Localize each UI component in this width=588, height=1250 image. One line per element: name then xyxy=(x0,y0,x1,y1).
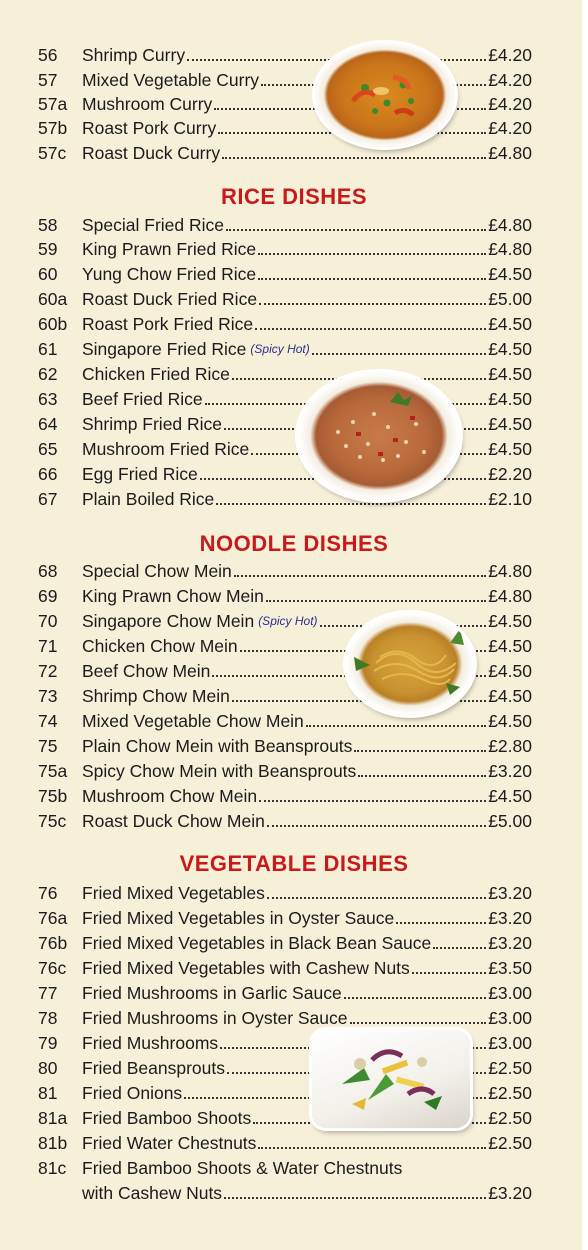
item-price: £2.80 xyxy=(488,736,532,756)
menu-item xyxy=(38,385,532,410)
item-price: £4.80 xyxy=(488,561,532,581)
curry-dish-illustration xyxy=(315,43,455,147)
item-number: 77 xyxy=(38,983,58,1003)
item-name: Mixed Vegetable Chow Mein xyxy=(82,711,304,731)
item-number: 80 xyxy=(38,1058,58,1078)
item-number: 59 xyxy=(38,239,58,259)
item-price: £5.00 xyxy=(488,289,532,309)
item-number: 65 xyxy=(38,439,58,459)
dot-leader xyxy=(259,303,486,305)
menu-item xyxy=(38,90,532,115)
menu-item xyxy=(38,310,532,335)
item-number: 61 xyxy=(38,339,58,359)
item-name: Chicken Fried Rice xyxy=(82,364,230,384)
menu-item xyxy=(38,1129,532,1154)
item-name: Chicken Chow Mein xyxy=(82,636,238,656)
item-name: Roast Duck Chow Mein xyxy=(82,811,265,831)
item-name: Mushroom Fried Rice xyxy=(82,439,250,459)
item-price: £4.50 xyxy=(488,414,532,434)
menu-item xyxy=(38,557,532,582)
item-number: 75c xyxy=(38,811,67,831)
item-price: £4.20 xyxy=(488,45,532,65)
item-price: £4.50 xyxy=(488,686,532,706)
dot-leader xyxy=(396,922,486,924)
menu-item xyxy=(38,485,532,510)
item-number: 75 xyxy=(38,736,58,756)
menu-item xyxy=(38,979,532,1004)
dot-leader xyxy=(344,997,487,999)
menu-item xyxy=(38,211,532,236)
item-number: 69 xyxy=(38,586,58,606)
section-heading-rice: RICE DISHES xyxy=(220,184,368,209)
dot-leader xyxy=(258,278,486,280)
dot-leader xyxy=(358,775,486,777)
item-name: Shrimp Chow Mein xyxy=(82,686,230,706)
item-price: £4.20 xyxy=(488,118,532,138)
menu-item xyxy=(38,66,532,91)
item-price: £4.80 xyxy=(488,239,532,259)
dot-leader xyxy=(234,575,486,577)
item-price: £3.20 xyxy=(488,761,532,781)
item-price: £3.20 xyxy=(488,883,532,903)
item-price: £4.20 xyxy=(488,70,532,90)
item-number: 70 xyxy=(38,611,58,631)
fried-rice-dish-photo xyxy=(298,372,460,500)
curry-dish-photo xyxy=(315,43,455,147)
item-price: £4.50 xyxy=(488,611,532,631)
dot-leader xyxy=(259,800,486,802)
item-name: Beef Fried Rice xyxy=(82,389,203,409)
item-name: Fried Beansprouts xyxy=(82,1058,225,1078)
menu-item xyxy=(38,757,532,782)
item-name: Roast Duck Fried Rice xyxy=(82,289,258,309)
item-price: £4.80 xyxy=(488,143,532,163)
item-price: £3.00 xyxy=(488,1008,532,1028)
menu-item xyxy=(38,1154,532,1179)
menu-item xyxy=(38,1004,532,1029)
menu-item xyxy=(38,807,532,832)
dot-leader xyxy=(266,600,486,602)
item-number: 73 xyxy=(38,686,58,706)
item-number: 62 xyxy=(38,364,58,384)
item-number: 64 xyxy=(38,414,58,434)
item-number: 58 xyxy=(38,215,58,235)
item-name: Fried Mixed Vegetables xyxy=(82,883,265,903)
page-edge xyxy=(582,0,588,1250)
item-number: 57c xyxy=(38,143,67,163)
menu-item xyxy=(38,139,532,164)
item-name: Singapore Fried Rice xyxy=(82,339,247,359)
item-name: King Prawn Chow Mein xyxy=(82,586,264,606)
item-price: £4.50 xyxy=(488,314,532,334)
dot-leader xyxy=(224,1197,486,1199)
item-name: Mushroom Curry xyxy=(82,94,213,114)
item-name-continued: with Cashew Nuts xyxy=(82,1183,223,1203)
item-number: 56 xyxy=(38,45,58,65)
item-name: Beef Chow Mein xyxy=(82,661,211,681)
item-name: Singapore Chow Mein xyxy=(82,611,255,631)
item-name: Fried Mixed Vegetables in Black Bean Sauce xyxy=(82,933,432,953)
item-name: Fried Bamboo Shoots xyxy=(82,1108,252,1128)
item-price: £2.50 xyxy=(488,1083,532,1103)
item-name: Plain Chow Mein with Beansprouts xyxy=(82,736,353,756)
item-number: 76b xyxy=(38,933,68,953)
dot-leader xyxy=(350,1022,487,1024)
item-price: £4.50 xyxy=(488,389,532,409)
item-number: 66 xyxy=(38,464,58,484)
dot-leader xyxy=(222,157,486,159)
item-name: Roast Pork Fried Rice xyxy=(82,314,254,334)
section-heading-noodle: NOODLE DISHES xyxy=(199,531,389,556)
item-number: 63 xyxy=(38,389,58,409)
item-name: Fried Mushrooms in Garlic Sauce xyxy=(82,983,342,1003)
item-price: £3.20 xyxy=(488,908,532,928)
item-number: 81c xyxy=(38,1158,67,1178)
item-name: Spicy Chow Mein with Beansprouts xyxy=(82,761,357,781)
item-number: 57a xyxy=(38,94,68,114)
item-price: £3.00 xyxy=(488,983,532,1003)
item-number: 72 xyxy=(38,661,58,681)
item-price: £4.50 xyxy=(488,439,532,459)
dot-leader xyxy=(267,897,486,899)
item-price: £4.80 xyxy=(488,215,532,235)
item-price: £3.00 xyxy=(488,1033,532,1053)
menu-item xyxy=(38,285,532,310)
spicy-label: (Spicy Hot) xyxy=(258,614,318,628)
item-price: £2.10 xyxy=(488,489,532,509)
chow-mein-illustration xyxy=(346,613,474,715)
menu-item xyxy=(38,929,532,954)
item-number: 79 xyxy=(38,1033,58,1053)
item-number: 81a xyxy=(38,1108,68,1128)
item-price: £4.50 xyxy=(488,339,532,359)
item-price: £3.50 xyxy=(488,958,532,978)
item-number: 81 xyxy=(38,1083,58,1103)
dot-leader xyxy=(258,253,486,255)
menu-item xyxy=(38,782,532,807)
item-name: Egg Fried Rice xyxy=(82,464,198,484)
item-name: Fried Onions xyxy=(82,1083,183,1103)
vegetable-dish-photo xyxy=(312,1030,470,1128)
item-number: 76c xyxy=(38,958,67,978)
item-name: Yung Chow Fried Rice xyxy=(82,264,257,284)
dot-leader xyxy=(312,353,486,355)
item-number: 71 xyxy=(38,636,58,656)
item-number: 75b xyxy=(38,786,68,806)
item-number: 57b xyxy=(38,118,68,138)
dot-leader xyxy=(226,229,486,231)
menu-item-continuation xyxy=(82,1179,532,1204)
item-price: £3.20 xyxy=(488,1183,532,1203)
menu-item xyxy=(38,260,532,285)
item-price: £3.20 xyxy=(488,933,532,953)
item-name: Mixed Vegetable Curry xyxy=(82,70,260,90)
item-name: Fried Mixed Vegetables with Cashew Nuts xyxy=(82,958,410,978)
menu-item xyxy=(38,335,532,360)
item-price: £4.50 xyxy=(488,636,532,656)
item-price: £4.50 xyxy=(488,786,532,806)
item-price: £4.20 xyxy=(488,94,532,114)
item-number: 76 xyxy=(38,883,58,903)
dot-leader xyxy=(306,725,486,727)
menu-item xyxy=(38,460,532,485)
item-number: 60 xyxy=(38,264,58,284)
item-price: £4.50 xyxy=(488,264,532,284)
dot-leader xyxy=(258,1147,486,1149)
section-heading-vegetable: VEGETABLE DISHES xyxy=(179,851,409,876)
item-number: 78 xyxy=(38,1008,58,1028)
item-number: 76a xyxy=(38,908,68,928)
dot-leader xyxy=(354,750,486,752)
item-price: £2.50 xyxy=(488,1133,532,1153)
item-name: Mushroom Chow Mein xyxy=(82,786,258,806)
menu-item xyxy=(38,904,532,929)
chow-mein-dish-photo xyxy=(346,613,474,715)
menu-item xyxy=(38,707,532,732)
item-price: £2.50 xyxy=(488,1058,532,1078)
item-price: £4.50 xyxy=(488,661,532,681)
item-name: Fried Mixed Vegetables in Oyster Sauce xyxy=(82,908,395,928)
spicy-label: (Spicy Hot) xyxy=(250,342,310,356)
menu-item xyxy=(38,41,532,66)
dot-leader xyxy=(255,328,486,330)
item-name: Shrimp Fried Rice xyxy=(82,414,223,434)
dot-leader xyxy=(267,825,486,827)
item-name: Fried Bamboo Shoots & Water Chestnuts xyxy=(82,1158,403,1178)
item-price: £2.50 xyxy=(488,1108,532,1128)
item-name: King Prawn Fried Rice xyxy=(82,239,257,259)
item-name: Roast Duck Curry xyxy=(82,143,221,163)
menu-item xyxy=(38,360,532,385)
item-number: 60b xyxy=(38,314,68,334)
item-number: 68 xyxy=(38,561,58,581)
item-name: Fried Mushrooms in Oyster Sauce xyxy=(82,1008,348,1028)
item-name: Fried Mushrooms xyxy=(82,1033,219,1053)
item-price: £2.20 xyxy=(488,464,532,484)
item-number: 81b xyxy=(38,1133,68,1153)
item-name: Plain Boiled Rice xyxy=(82,489,215,509)
menu-item xyxy=(38,607,532,632)
item-number: 75a xyxy=(38,761,68,781)
menu-item xyxy=(38,954,532,979)
item-price: £4.50 xyxy=(488,711,532,731)
dot-leader xyxy=(216,503,486,505)
item-name: Special Chow Mein xyxy=(82,561,232,581)
item-number: 67 xyxy=(38,489,58,509)
item-number: 57 xyxy=(38,70,58,90)
item-price: £5.00 xyxy=(488,811,532,831)
fried-rice-illustration xyxy=(298,372,460,500)
vegetable-illustration xyxy=(312,1030,470,1128)
item-name: Shrimp Curry xyxy=(82,45,186,65)
menu-item xyxy=(38,235,532,260)
menu-item xyxy=(38,114,532,139)
item-name: Fried Water Chestnuts xyxy=(82,1133,257,1153)
item-price: £4.50 xyxy=(488,364,532,384)
dot-leader xyxy=(412,972,486,974)
item-price: £4.80 xyxy=(488,586,532,606)
item-number: 60a xyxy=(38,289,68,309)
menu-item xyxy=(38,582,532,607)
dot-leader xyxy=(433,947,486,949)
menu-item xyxy=(38,879,532,904)
item-name: Roast Pork Curry xyxy=(82,118,217,138)
menu-item xyxy=(38,732,532,757)
item-name: Special Fried Rice xyxy=(82,215,224,235)
item-number: 74 xyxy=(38,711,58,731)
